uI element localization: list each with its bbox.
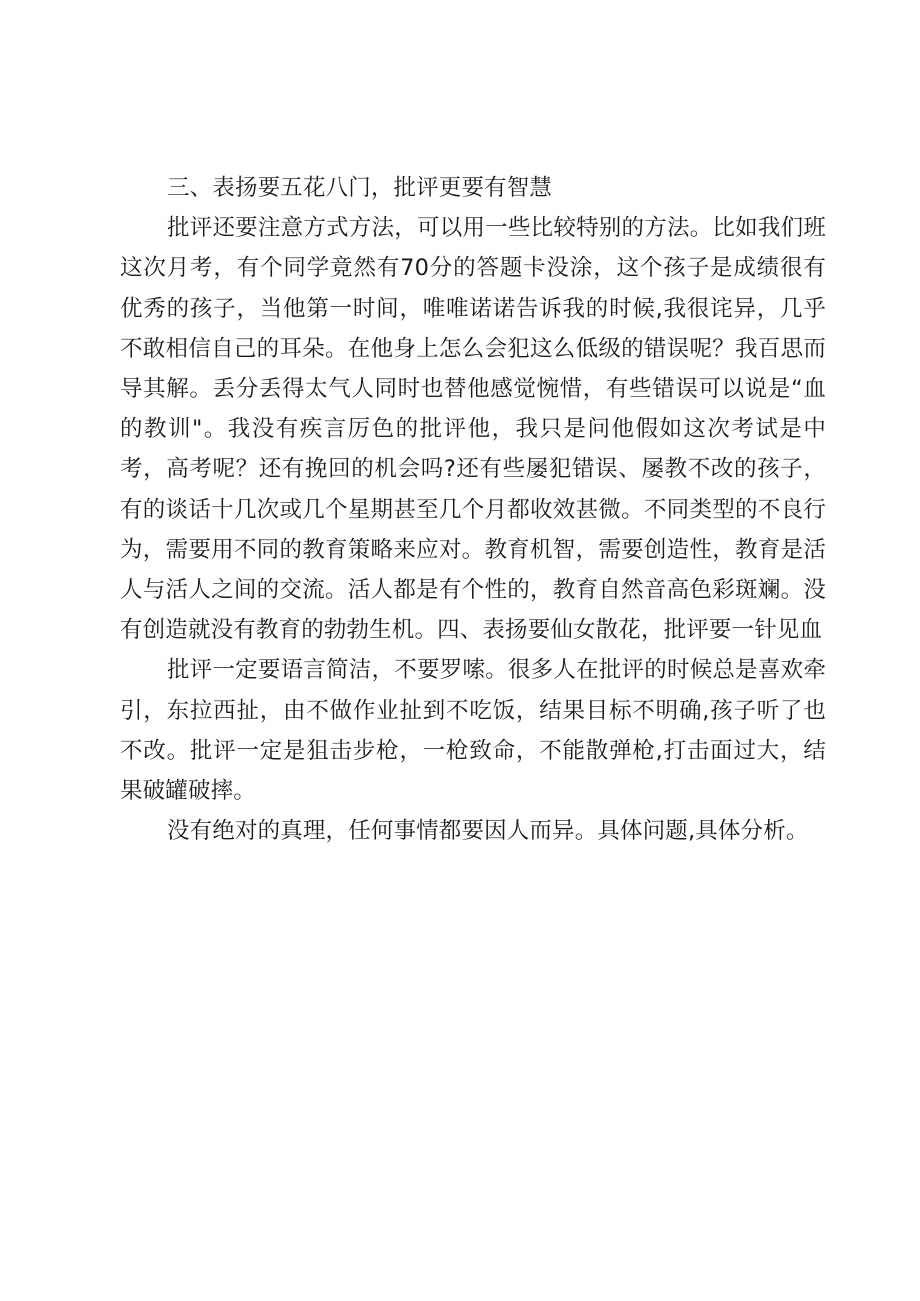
paragraph-concise-criticism: 批评一定要语言简洁，不要罗嗦。很多人在批评的时候总是喜欢牵引，东拉西扯，由不做作业扯到不吃饭，结果目标不明确,孩子听了也不改。批评一定是狙击步枪，一枪致命，不能散弹枪,打击面过大，结果破罐破摔。 — [120, 657, 826, 805]
section-heading: 三、表扬要五花八门，批评更要有智慧 — [167, 175, 553, 201]
document-body — [120, 168, 826, 851]
paragraph-conclusion: 没有绝对的真理，任何事情都要因人而异。具体问题,具体分析。 — [167, 818, 809, 845]
paragraph-criticism-methods: 批评还要注意方式方法，可以用一些比较特别的方法。比如我们班这次月考，有个同学竟然有70分的答题卡没涂，这个孩子是成绩很有优秀的孩子，当他第一时间，唯唯诺诺告诉我的时候,我很诧异，几乎不敢相信自己的耳朵。在他身上怎么会犯这么低级的错误呢？我百思而导其解。丢分丢得太气人同时也替他感觉惋惜，有些错误可以说是“血的教训"。我没有疾言厉色的批评他，我只是问他假如这次考试是中考，高考呢？还有挽回的机会吗?还有些屡犯错误、屡教不改的孩子，有的谈话十几次或几个星期甚至几个月都收效甚微。不同类型的不良行为，需要用不同的教育策略来应对。教育机智，需要创造性，教育是活人与活人之间的交流。活人都是有个性的，教育自然音高色彩斑斓。没有创造就没有教育的勃勃生机。四、表扬要仙女散花，批评要一针见血 — [120, 215, 826, 644]
